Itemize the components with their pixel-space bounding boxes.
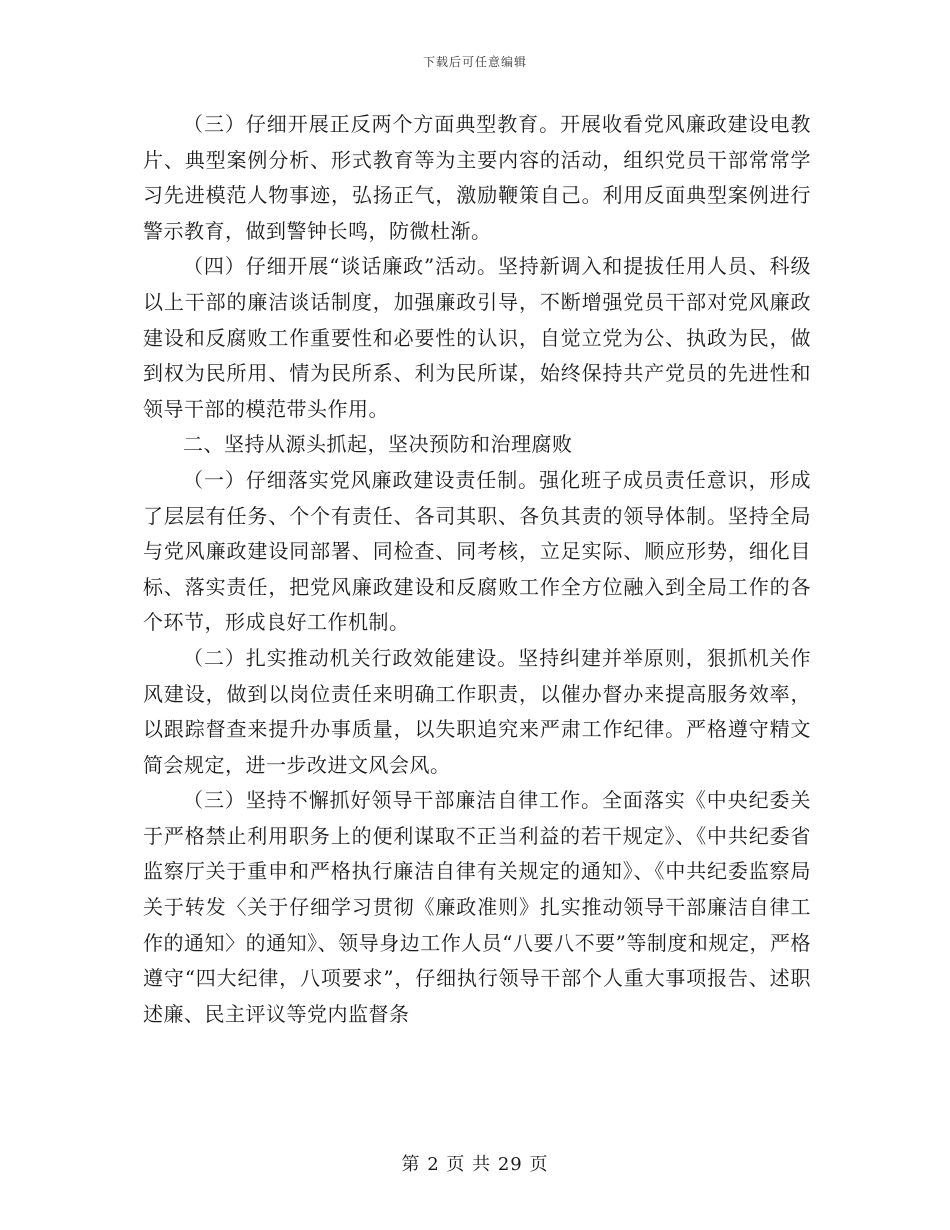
paragraph-efficiency: （二）扎实推动机关行政效能建设。坚持纠建并举原则，狠抓机关作风建设，做到以岗位责任来明确工作职责，以催办督办来提高服务效率，以跟踪督查来提升办事质量，以失职追究来严肃工作纪律。严格遵守精文简会规定，进一步改进文风会风。 <box>143 645 811 777</box>
paragraph-talk-integrity: （四）仔细开展“谈话廉政”活动。坚持新调入和提拔任用人员、科级以上干部的廉洁谈话制度，加强廉政引导，不断增强党员干部对党风廉政建设和反腐败工作重要性和必要性的认识，自觉立党为公、执政为民，做到权为民所用、情为民所系、利为民所谋，始终保持共产党员的先进性和领导干部的模范带头作用。 <box>143 254 811 421</box>
paragraph-responsibility: （一）仔细落实党风廉政建设责任制。强化班子成员责任意识，形成了层层有任务、个个有责任、各司其职、各负其责的领导体制。坚持全局与党风廉政建设同部署、同检查、同考核，立足实际、顺应形势，细化目标、落实责任，把党风廉政建设和反腐败工作全方位融入到全局工作的各个环节，形成良好工作机制。 <box>143 467 811 635</box>
page-header: 下载后可任意编辑 <box>422 55 527 69</box>
section-heading-2: 二、坚持从源头抓起，坚决预防和治理腐败 <box>183 432 573 457</box>
document-body <box>143 107 811 1032</box>
paragraph-education: （三）仔细开展正反两个方面典型教育。开展收看党风廉政建设电教片、典型案例分析、形式教育等为主要内容的活动，组织党员干部常常学习先进模范人物事迹，弘扬正气，激励鞭策自己。利用反面典型案例进行警示教育，做到警钟长鸣，防微杜渐。 <box>143 112 811 243</box>
paragraph-self-discipline: （三）坚持不懈抓好领导干部廉洁自律工作。全面落实《中央纪委关于严格禁止利用职务上的便利谋取不正当利益的若干规定》、《中共纪委省监察厅关于重申和严格执行廉洁自律有关规定的通知》、《中共纪委监察局关于转发〈关于仔细学习贯彻《廉政准则》扎实推动领导干部廉洁自律工作的通知〉的通知》、领导身边工作人员“八要八不要”等制度和规定，严格遵守“四大纪律，八项要求”，仔细执行领导干部个人重大事项报告、述职述廉、民主评议等党内监督条 <box>143 788 811 1026</box>
page-number: 第 2 页 共 29 页 <box>401 1154 549 1175</box>
